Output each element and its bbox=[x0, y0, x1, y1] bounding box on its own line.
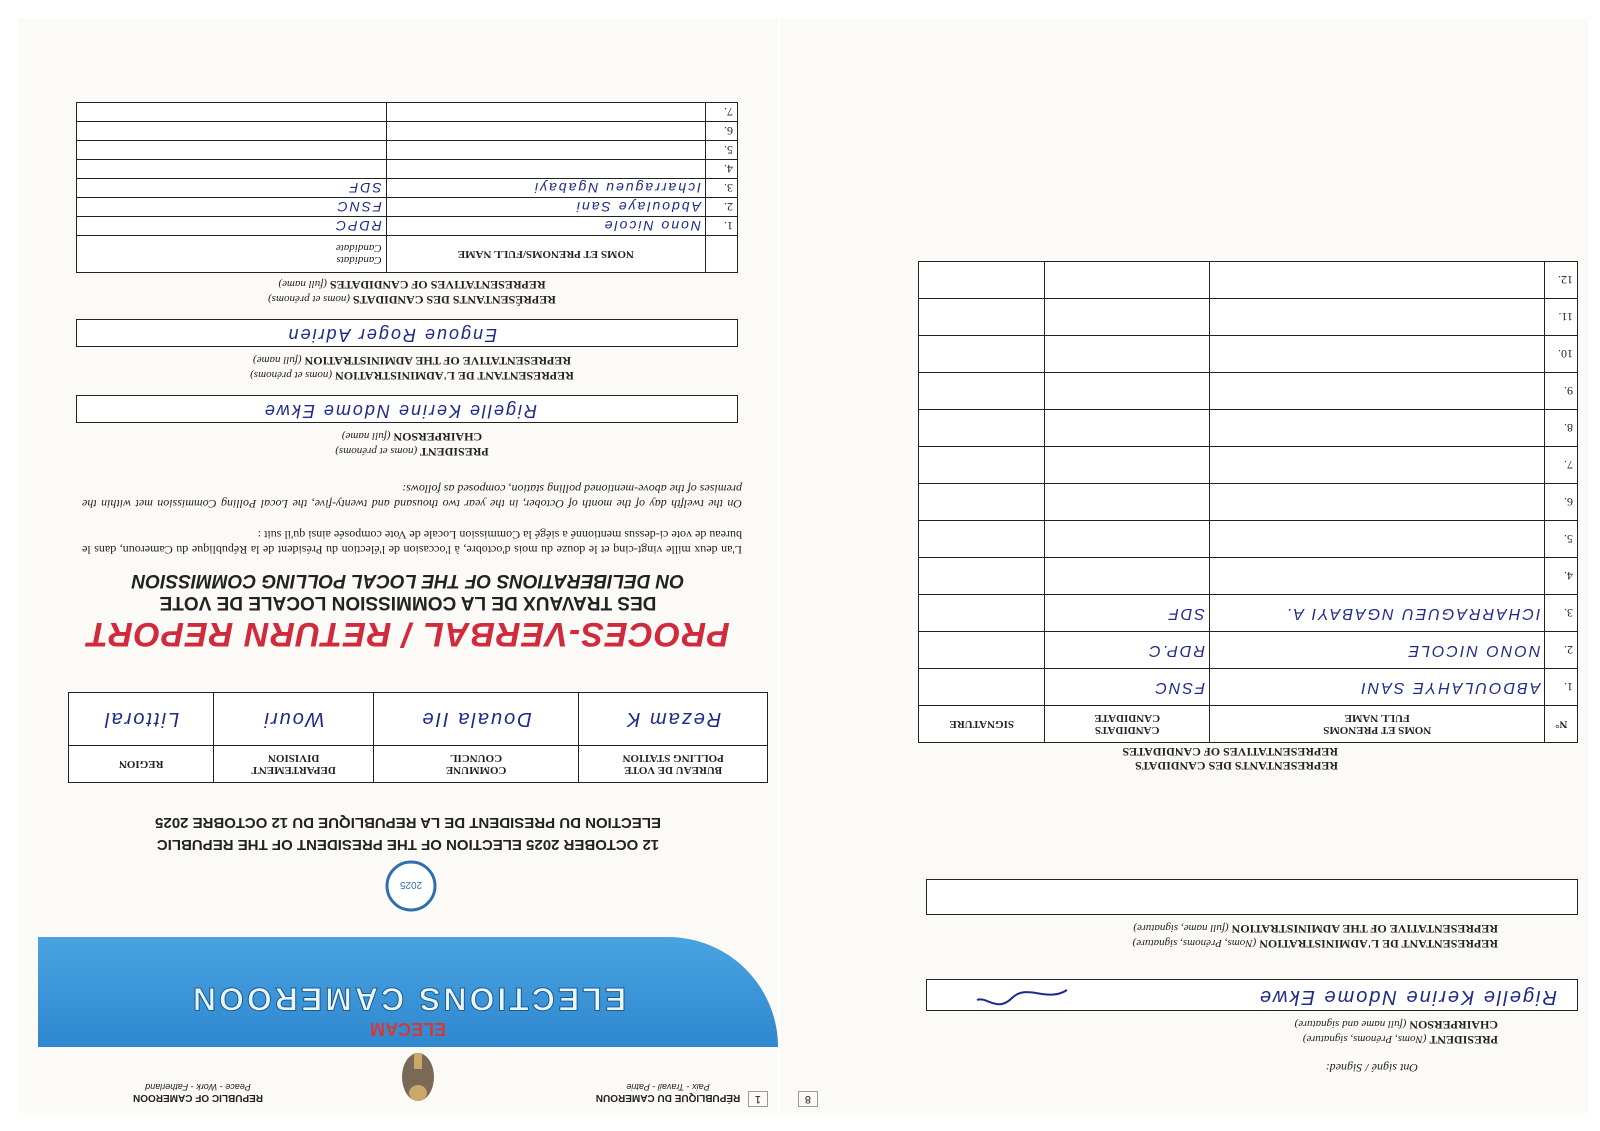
row-name bbox=[1209, 484, 1544, 521]
republic-fr: RÉPUBLIQUE DU CAMEROUN Paix - Travail - Patrie bbox=[595, 1082, 741, 1103]
row-candidate bbox=[1045, 262, 1210, 299]
row-name bbox=[1209, 262, 1544, 299]
banner-title: ELECTIONS CAMEROON bbox=[189, 981, 627, 1017]
row-candidate bbox=[1045, 558, 1210, 595]
row-candidate: RDP.C bbox=[1045, 632, 1210, 669]
election-title-en: 12 OCTOBER 2025 ELECTION OF THE PRESIDENT OF THE REPUBLIC bbox=[156, 836, 660, 853]
row-signature bbox=[919, 484, 1045, 521]
row-candidate bbox=[1045, 373, 1210, 410]
row-name bbox=[1209, 373, 1544, 410]
row-name bbox=[386, 122, 705, 141]
row-signature bbox=[919, 373, 1045, 410]
signed-label: Ont signé / Signed: bbox=[1325, 1061, 1418, 1075]
para-en: On the twelfth day of the month of October, in the year two thousand and twenty-five, the Local Polling Commission met within the premises of the above-mentioned polling station, composed as follows: bbox=[82, 482, 742, 511]
row-signature bbox=[919, 447, 1045, 484]
signed-president-box bbox=[926, 979, 1578, 1011]
row-candidate bbox=[1045, 410, 1210, 447]
location-table bbox=[68, 692, 768, 783]
col-name: NOMS ET PRENOMS/FULL NAME bbox=[386, 236, 705, 273]
table-row bbox=[77, 179, 738, 198]
row-number: 1. bbox=[705, 217, 737, 236]
table-row bbox=[77, 122, 738, 141]
row-number: 5. bbox=[1545, 521, 1578, 558]
row-number: 12. bbox=[1545, 262, 1578, 299]
row-name bbox=[386, 141, 705, 160]
election-title-fr: ELECTION DU PRESIDENT DE LA REPUBLIQUE DU 12 OCTOBRE 2025 bbox=[155, 814, 661, 831]
row-name: ICHARRAGUEU NGABAYI A. bbox=[1209, 595, 1544, 632]
row-number: 3. bbox=[1545, 595, 1578, 632]
head-commune: COMMUNE COUNCIL bbox=[373, 746, 578, 783]
row-candidate bbox=[77, 160, 387, 179]
row-signature bbox=[919, 299, 1045, 336]
row-name: Nono Nicole bbox=[386, 217, 705, 236]
table-row bbox=[919, 299, 1578, 336]
page-number-right: 1 bbox=[748, 1091, 768, 1107]
value-commune: Douala IIe bbox=[373, 693, 578, 746]
row-candidate: RDPC bbox=[77, 217, 387, 236]
table-row bbox=[919, 595, 1578, 632]
table-row bbox=[919, 447, 1578, 484]
row-number: 4. bbox=[1545, 558, 1578, 595]
table-row bbox=[919, 484, 1578, 521]
report-subtitle-en: ON DELIBERATIONS OF THE LOCAL POLLING COMMISSION bbox=[131, 570, 685, 591]
col-candidate: Candidats Candidate bbox=[77, 236, 387, 273]
banner-sub: ELECAM bbox=[370, 1019, 446, 1039]
row-signature bbox=[919, 595, 1045, 632]
table-row bbox=[919, 669, 1578, 706]
report-title: PROCES-VERBAL / RETURN REPORT bbox=[86, 615, 730, 653]
row-candidate bbox=[77, 141, 387, 160]
row-number: 4. bbox=[705, 160, 737, 179]
head-department: DEPARTEMENT DIVISION bbox=[214, 746, 374, 783]
row-number: 5. bbox=[705, 141, 737, 160]
page-signatures bbox=[780, 18, 1588, 1113]
row-name bbox=[1209, 558, 1544, 595]
signed-cand-table bbox=[918, 261, 1578, 743]
row-number: 10. bbox=[1545, 336, 1578, 373]
para-fr: L'an deux mille vingt-cinq et le douze du mois d'octobre, à l'occasion de l'élection du Président de la République du Cameroun, dans le bureau de vote ci-dessus mentionné a siégé la Commission Locale de Vote composée ainsi qu'il suit : bbox=[82, 528, 742, 557]
row-number: 7. bbox=[705, 103, 737, 122]
head-bureau: BUREAU DE VOTE POLLING STATION bbox=[579, 746, 768, 783]
row-name: Abdoulaye Sani bbox=[386, 198, 705, 217]
row-signature bbox=[919, 669, 1045, 706]
cover-cand-table bbox=[76, 102, 738, 273]
row-name bbox=[1209, 447, 1544, 484]
coat-of-arms-icon bbox=[388, 1045, 448, 1109]
row-number: 9. bbox=[1545, 373, 1578, 410]
row-number: 6. bbox=[1545, 484, 1578, 521]
cover-president-box bbox=[76, 395, 738, 423]
table-row bbox=[77, 160, 738, 179]
row-number: 2. bbox=[1545, 632, 1578, 669]
row-number: 8. bbox=[1545, 410, 1578, 447]
row-name bbox=[1209, 336, 1544, 373]
row-signature bbox=[919, 262, 1045, 299]
col-number bbox=[705, 236, 737, 273]
page-number: 8 bbox=[798, 1091, 818, 1107]
row-signature bbox=[919, 410, 1045, 447]
row-name bbox=[1209, 521, 1544, 558]
row-signature bbox=[919, 336, 1045, 373]
row-signature bbox=[919, 558, 1045, 595]
table-row bbox=[919, 632, 1578, 669]
signature-mark bbox=[972, 982, 1072, 1008]
row-number: 1. bbox=[1545, 669, 1578, 706]
table-row bbox=[919, 336, 1578, 373]
value-department: Wouri bbox=[214, 693, 374, 746]
row-name bbox=[386, 160, 705, 179]
republic-en: REPUBLIC OF CAMEROON Peace - Work - Fatherland bbox=[133, 1082, 263, 1103]
cover-admin-box bbox=[76, 319, 738, 347]
row-name: NONO NICOLE bbox=[1209, 632, 1544, 669]
cover-admin-label: REPRESENTANT DE L'ADMINISTRATION (noms et prénoms) REPRESENTATIVE OF THE ADMINISTRATION (full name) bbox=[250, 354, 574, 383]
table-row bbox=[919, 262, 1578, 299]
row-candidate: FSNC bbox=[77, 198, 387, 217]
head-region: REGION bbox=[69, 746, 214, 783]
col-signature: SIGNATURE bbox=[919, 706, 1045, 743]
cover-president-value: Rigelle Kerine Ndome Ekwe bbox=[262, 401, 537, 421]
value-region: Littoral bbox=[69, 693, 214, 746]
row-number: 6. bbox=[705, 122, 737, 141]
col-candidate: CANDIDATS CANDIDATE bbox=[1045, 706, 1210, 743]
row-name: Icharragueu Ngabayi bbox=[386, 179, 705, 198]
elecam-seal-icon bbox=[384, 859, 438, 913]
table-row bbox=[77, 217, 738, 236]
value-bureau: Rezam K bbox=[579, 693, 768, 746]
row-number: 7. bbox=[1545, 447, 1578, 484]
row-candidate bbox=[1045, 336, 1210, 373]
row-candidate bbox=[1045, 521, 1210, 558]
row-candidate: SDF bbox=[77, 179, 387, 198]
row-name bbox=[1209, 299, 1544, 336]
row-candidate bbox=[1045, 299, 1210, 336]
signed-admin-box bbox=[926, 879, 1578, 915]
table-row bbox=[77, 103, 738, 122]
svg-text:2025: 2025 bbox=[399, 879, 423, 890]
row-candidate bbox=[1045, 484, 1210, 521]
row-number: 2. bbox=[705, 198, 737, 217]
page-cover bbox=[18, 18, 778, 1113]
row-candidate: SDF bbox=[1045, 595, 1210, 632]
row-name bbox=[1209, 410, 1544, 447]
table-row bbox=[919, 410, 1578, 447]
row-name: ABDOULAHYE SANI bbox=[1209, 669, 1544, 706]
row-number: 3. bbox=[705, 179, 737, 198]
col-number: N° bbox=[1545, 706, 1578, 743]
report-subtitle-fr: DES TRAVAUX DE LA COMMISSION LOCALE DE VOTE bbox=[159, 592, 657, 613]
row-name bbox=[386, 103, 705, 122]
col-name: NOMS ET PRENOMS FULL NAME bbox=[1209, 706, 1544, 743]
row-candidate: FSNC bbox=[1045, 669, 1210, 706]
signed-admin-label: REPRESENTANT DE L'ADMINISTRATION (Noms, Prénoms, signature) REPRESENTATIVE OF THE ADMINISTRATION (full name, signature) bbox=[1132, 922, 1498, 951]
row-candidate bbox=[1045, 447, 1210, 484]
row-signature bbox=[919, 521, 1045, 558]
signed-president-label: PRESIDENT (Noms, Prénoms, signature) CHAIRPERSON (full name and signature) bbox=[1294, 1018, 1498, 1047]
signed-cand-label: REPRESENTANTS DES CANDIDATS REPRESENTATIVES OF CANDIDATES bbox=[1122, 745, 1338, 773]
cover-cand-label: REPRÉSENTANTS DES CANDIDATS (noms et prénoms) REPRESENTATIVES OF CANDIDATES (full name) bbox=[268, 278, 556, 307]
table-row bbox=[77, 141, 738, 160]
elecam-banner bbox=[38, 937, 778, 1047]
row-number: 11. bbox=[1545, 299, 1578, 336]
row-candidate bbox=[77, 122, 387, 141]
table-row bbox=[919, 558, 1578, 595]
table-row bbox=[77, 198, 738, 217]
row-candidate bbox=[77, 103, 387, 122]
signed-president-value: Rigelle Kerine Ndome Ekwe bbox=[1257, 986, 1557, 1008]
cover-admin-value: Engoue Roger Adrien bbox=[286, 325, 497, 345]
table-row bbox=[919, 373, 1578, 410]
row-signature bbox=[919, 632, 1045, 669]
table-row bbox=[919, 521, 1578, 558]
cover-president-label: PRESIDENT (noms et prénoms) CHAIRPERSON (full name) bbox=[335, 430, 489, 459]
